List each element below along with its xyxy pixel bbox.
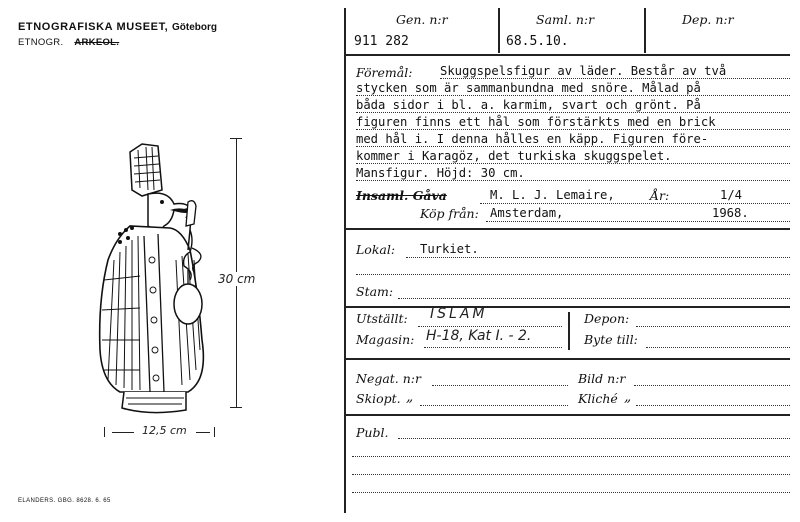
description-line-2: stycken som är sammanbundna med snöre. Målad på bbox=[356, 81, 701, 95]
depon-label: Depon: bbox=[584, 311, 630, 326]
width-line-left bbox=[112, 432, 134, 433]
museum-city: Göteborg bbox=[171, 22, 217, 33]
department-line bbox=[18, 37, 119, 48]
height-label: 30 cm bbox=[218, 272, 256, 286]
magasin-label: Magasin: bbox=[356, 332, 415, 347]
skiopt-ditto: „ bbox=[406, 389, 414, 405]
description-line-1: Skuggspelsfigur av läder. Består av två bbox=[440, 64, 727, 78]
header-rule bbox=[344, 54, 790, 56]
dotline bbox=[356, 146, 790, 147]
dotline bbox=[486, 221, 790, 222]
section-rule bbox=[344, 306, 790, 308]
col-divider-1 bbox=[498, 8, 500, 53]
collector-name: M. L. J. Lemaire, bbox=[490, 188, 615, 202]
kop-year: 1968. bbox=[712, 206, 749, 220]
department: ETNOGR. bbox=[18, 37, 64, 48]
year-value: 1/4 bbox=[720, 188, 743, 202]
dotline bbox=[398, 298, 790, 299]
kop-place: Amsterdam, bbox=[490, 206, 564, 220]
printer-imprint: ELANDERS. GBG. 8628. 6. 65 bbox=[18, 498, 111, 504]
dep-label: Dep. n:r bbox=[682, 12, 734, 27]
gen-label: Gen. n:r bbox=[396, 12, 448, 27]
description-line-3: båda sidor i bl. a. karmim, svart och grönt. På bbox=[356, 98, 701, 112]
section-rule bbox=[344, 228, 790, 230]
exhibition-divider bbox=[568, 312, 570, 350]
card-left-border bbox=[344, 8, 346, 513]
height-tick-top bbox=[230, 138, 242, 139]
dotline bbox=[352, 474, 790, 475]
width-line-right bbox=[196, 432, 210, 433]
department-struck: ARKEOL. bbox=[74, 37, 120, 48]
lokal-label: Lokal: bbox=[356, 242, 396, 257]
dotline bbox=[424, 347, 562, 348]
skiopt-label: Skiopt. bbox=[356, 391, 401, 406]
dotline bbox=[356, 129, 790, 130]
negat-label: Negat. n:r bbox=[356, 371, 421, 386]
width-tick-right bbox=[214, 427, 215, 437]
kop-label: Köp från: bbox=[420, 206, 479, 221]
dotline bbox=[480, 203, 790, 204]
description-line-6: kommer i Karagöz, det turkiska skuggspelet. bbox=[356, 149, 672, 163]
width-tick-left bbox=[104, 427, 105, 437]
utstallt-value: ISLAM bbox=[430, 306, 488, 322]
col-divider-2 bbox=[644, 8, 646, 53]
magasin-value: H-18, Kat I. - 2. bbox=[426, 328, 532, 344]
dotline bbox=[356, 163, 790, 164]
gen-value: 911 282 bbox=[354, 34, 409, 49]
dotline bbox=[636, 326, 790, 327]
dotline bbox=[634, 385, 790, 386]
dotline bbox=[406, 257, 790, 258]
lokal-value: Turkiet. bbox=[420, 242, 479, 256]
dotline bbox=[636, 405, 790, 406]
saml-value: 68.5.10. bbox=[506, 34, 569, 49]
publ-label: Publ. bbox=[356, 425, 389, 440]
insaml-gava-struck: Insaml. Gåva bbox=[356, 188, 447, 203]
stam-label: Stam: bbox=[356, 284, 394, 299]
dotline bbox=[398, 438, 790, 439]
description-line-5: med hål i. I denna hålles en käpp. Figuren före- bbox=[356, 132, 709, 146]
dotline bbox=[420, 405, 568, 406]
dotline bbox=[352, 456, 790, 457]
dotline bbox=[356, 95, 790, 96]
utstallt-label: Utställt: bbox=[356, 311, 408, 326]
dotline bbox=[646, 347, 790, 348]
year-label: År: bbox=[650, 188, 670, 203]
section-rule bbox=[344, 414, 790, 416]
dotline bbox=[356, 274, 790, 275]
description-line-4: figuren finns ett hål som förstärkts med en brick bbox=[356, 115, 716, 129]
dotline bbox=[352, 492, 790, 493]
saml-label: Saml. n:r bbox=[536, 12, 595, 27]
museum-name bbox=[18, 21, 217, 33]
museum-title: ETNOGRAFISKA MUSEET, bbox=[18, 21, 169, 33]
dotline bbox=[432, 385, 568, 386]
height-tick-bottom bbox=[230, 407, 242, 408]
section-rule bbox=[344, 358, 790, 360]
kliche-ditto: „ bbox=[624, 389, 632, 405]
bild-label: Bild n:r bbox=[578, 371, 626, 386]
foremal-label: Föremål: bbox=[356, 65, 413, 80]
dotline bbox=[440, 78, 790, 79]
kliche-label: Kliché bbox=[578, 391, 618, 406]
dotline bbox=[356, 180, 790, 181]
byte-label: Byte till: bbox=[584, 332, 638, 347]
description-line-7: Mansfigur. Höjd: 30 cm. bbox=[356, 166, 525, 180]
dotline bbox=[356, 112, 790, 113]
dotline bbox=[418, 326, 562, 327]
width-label: 12,5 cm bbox=[142, 424, 187, 437]
